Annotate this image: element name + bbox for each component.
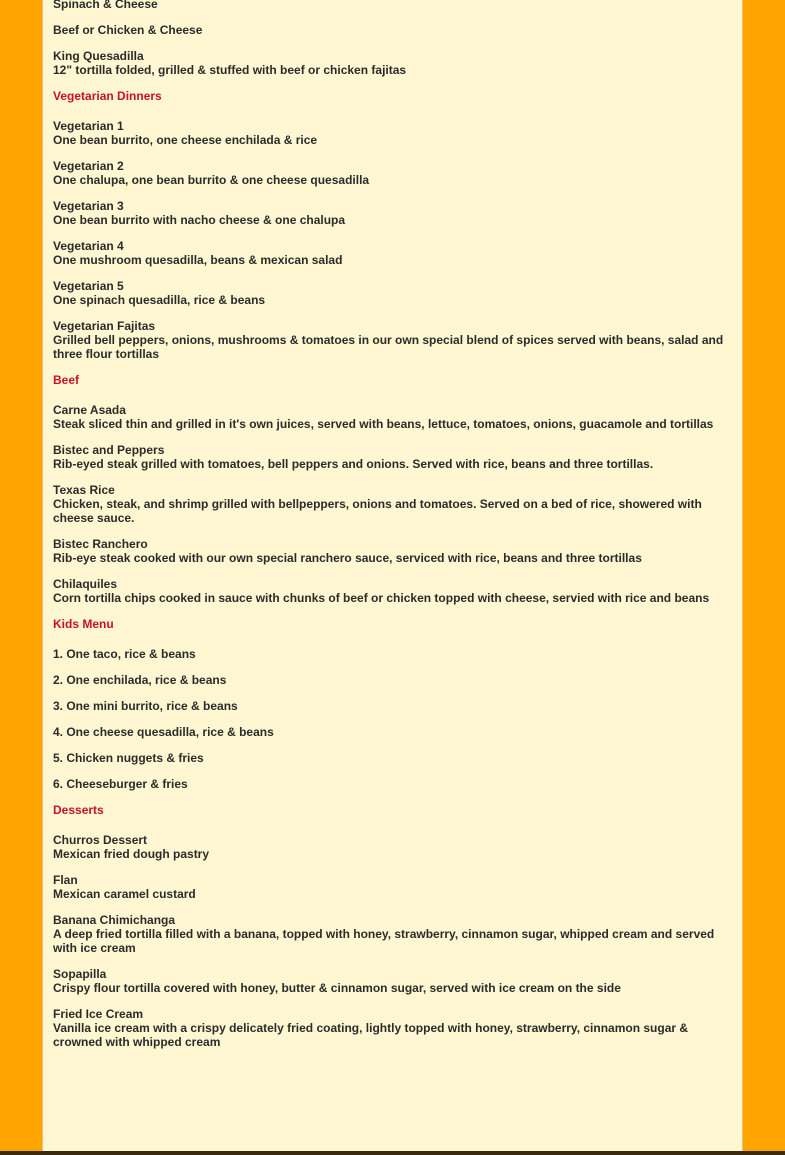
menu-item [53, 239, 733, 267]
menu-item-description: Corn tortilla chips cooked in sauce with chunks of beef or chicken topped with cheese, servied with rice and beans [53, 591, 710, 605]
menu-item-name: Chilaquiles [53, 577, 118, 591]
menu-item-name: Fried Ice Cream [53, 1007, 144, 1021]
menu-item [53, 751, 733, 765]
menu-item-name: Vegetarian Fajitas [53, 319, 156, 333]
menu-item-name: Bistec and Peppers [53, 443, 165, 457]
menu-item-description: Crispy flour tortilla covered with honey, butter & cinnamon sugar, served with ice cream on the side [53, 981, 621, 995]
menu-item-name: Vegetarian 1 [53, 119, 124, 133]
menu-item-description: 12" tortilla folded, grilled & stuffed with beef or chicken fajitas [53, 63, 407, 77]
menu-item [53, 873, 733, 901]
menu-content [53, 0, 733, 1061]
menu-item [53, 577, 733, 605]
menu-item-description: One chalupa, one bean burrito & one cheese quesadilla [53, 173, 370, 187]
menu-item-name: Vegetarian 3 [53, 199, 124, 213]
menu-item [53, 833, 733, 861]
menu-item-name: 6. Cheeseburger & fries [53, 777, 188, 791]
menu-item [53, 159, 733, 187]
menu-item-description: A deep fried tortilla filled with a banana, topped with honey, strawberry, cinnamon sugar, whipped cream and served with ice cream [53, 927, 715, 955]
bottom-bar [0, 1151, 785, 1155]
menu-item [53, 199, 733, 227]
menu-item-name: Flan [53, 873, 78, 887]
menu-item [53, 1007, 733, 1049]
menu-item [53, 119, 733, 147]
menu-item-name: King Quesadilla [53, 49, 144, 63]
menu-item-description: Rib-eye steak cooked with our own special ranchero sauce, serviced with rice, beans and three tortillas [53, 551, 642, 565]
menu-item-name: 3. One mini burrito, rice & beans [53, 699, 238, 713]
section-heading-kids: Kids Menu [53, 617, 114, 631]
menu-item-name: Banana Chimichanga [53, 913, 176, 927]
section-heading-vegetarian: Vegetarian Dinners [53, 89, 162, 103]
menu-item [53, 673, 733, 687]
menu-item-name: Churros Dessert [53, 833, 148, 847]
menu-item [53, 49, 733, 77]
menu-item [53, 647, 733, 661]
menu-item-name: Vegetarian 4 [53, 239, 124, 253]
section-heading-beef: Beef [53, 373, 80, 387]
menu-item-name: Carne Asada [53, 403, 126, 417]
menu-item-description: Mexican fried dough pastry [53, 847, 210, 861]
menu-item-name: 4. One cheese quesadilla, rice & beans [53, 725, 274, 739]
menu-item-description: Grilled bell peppers, onions, mushrooms & tomatoes in our own special blend of spices served with beans, salad and three flour tortillas [53, 333, 724, 361]
menu-item-description: One spinach quesadilla, rice & beans [53, 293, 266, 307]
menu-item-description: Rib-eyed steak grilled with tomatoes, bell peppers and onions. Served with rice, beans and three tortillas. [53, 457, 654, 471]
menu-item-name: Texas Rice [53, 483, 115, 497]
menu-item-name: Vegetarian 2 [53, 159, 124, 173]
menu-item [53, 699, 733, 713]
menu-item [53, 725, 733, 739]
menu-item-name: Sopapilla [53, 967, 107, 981]
menu-item-description: Chicken, steak, and shrimp grilled with bellpeppers, onions and tomatoes. Served on a bed of rice, showered with cheese sauce. [53, 497, 702, 525]
menu-item [53, 319, 733, 361]
menu-item-description: Steak sliced thin and grilled in it's own juices, served with beans, lettuce, tomatoes, onions, guacamole and tortillas [53, 417, 714, 431]
menu-item [53, 483, 733, 525]
menu-item-description: Vanilla ice cream with a crispy delicately fried coating, lightly topped with honey, strawberry, cinnamon sugar & crowned with whipped cream [53, 1021, 689, 1049]
menu-item-description: Mexican caramel custard [53, 887, 196, 901]
menu-item [53, 23, 733, 37]
menu-item-name: Bistec Ranchero [53, 537, 148, 551]
menu-item-description: One bean burrito, one cheese enchilada & rice [53, 133, 318, 147]
menu-item [53, 279, 733, 307]
menu-item-name: 2. One enchilada, rice & beans [53, 673, 227, 687]
menu-item-name: Spinach & Cheese [53, 0, 158, 11]
menu-item [53, 0, 733, 11]
menu-item [53, 913, 733, 955]
menu-item [53, 443, 733, 471]
menu-item [53, 777, 733, 791]
menu-item [53, 967, 733, 995]
menu-item [53, 537, 733, 565]
menu-item-description: One bean burrito with nacho cheese & one chalupa [53, 213, 346, 227]
menu-item-name: Beef or Chicken & Cheese [53, 23, 203, 37]
menu-item-description: One mushroom quesadilla, beans & mexican salad [53, 253, 343, 267]
menu-item-name: 1. One taco, rice & beans [53, 647, 196, 661]
section-heading-desserts: Desserts [53, 803, 104, 817]
menu-item-name: 5. Chicken nuggets & fries [53, 751, 204, 765]
menu-item [53, 403, 733, 431]
menu-item-name: Vegetarian 5 [53, 279, 124, 293]
